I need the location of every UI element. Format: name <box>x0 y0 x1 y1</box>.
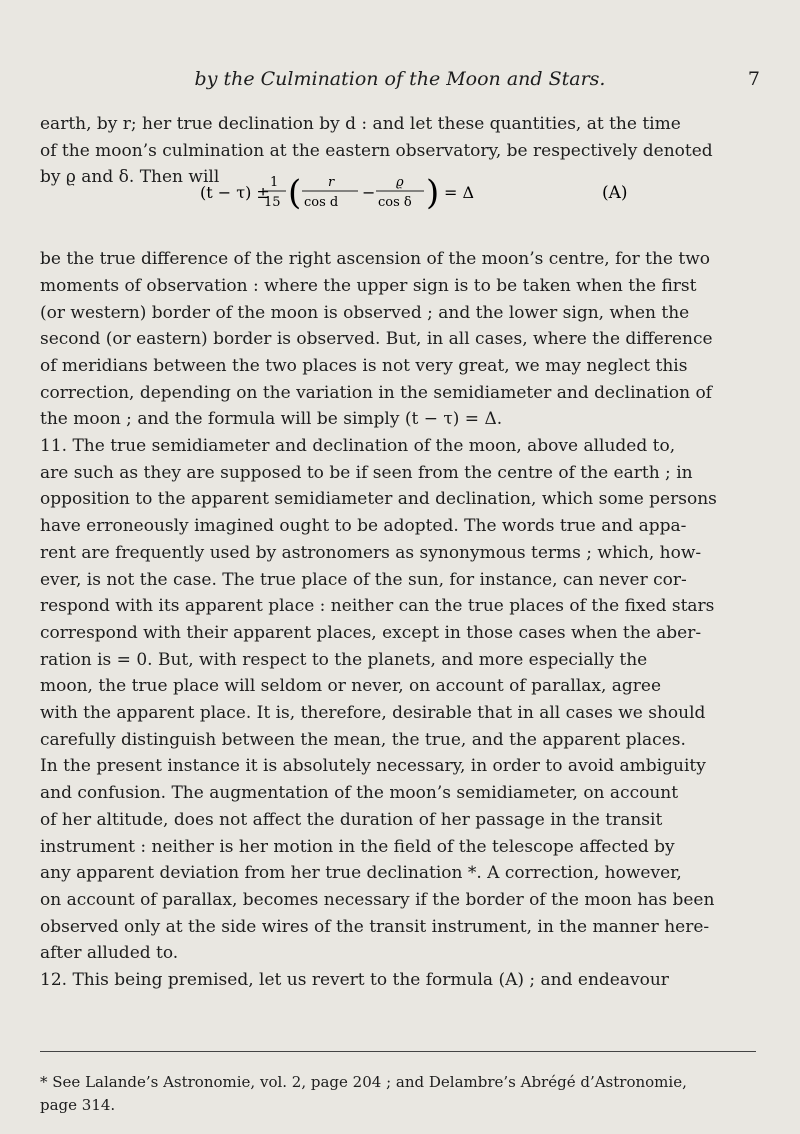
text-line: moon, the true place will seldom or never, on account of parallax, agree <box>40 676 662 697</box>
text-line: moments of observation : where the upper sign is to be taken when the first <box>40 275 697 296</box>
text-line: instrument : neither is her motion in the field of the telescope affected by <box>40 836 675 857</box>
text-line: correction, depending on the variation in the semidiameter and declination of <box>40 382 712 403</box>
text-line: after alluded to. <box>40 943 179 964</box>
text-line: carefully distinguish between the mean, the true, and the apparent places. <box>40 729 686 750</box>
text-line: be the true difference of the right ascension of the moon’s centre, for the two <box>40 249 711 270</box>
text-line: of the moon’s culmination at the eastern observatory, be respectively denoted <box>40 140 713 161</box>
footnote-line: page 314. <box>40 1096 116 1114</box>
text-line: rent are frequently used by astronomers as synonymous terms ; which, how- <box>40 542 702 563</box>
text-line: and confusion. The augmentation of the moon’s semidiameter, on account <box>40 783 679 804</box>
text-line: respond with its apparent place : neither can the true places of the fixed stars <box>40 596 715 617</box>
main-text <box>40 111 756 994</box>
formula-frac1-num: r <box>328 175 335 190</box>
formula-a <box>200 166 700 218</box>
text-line: any apparent deviation from her true declination *. A correction, however, <box>40 863 682 884</box>
text-line: In the present instance it is absolutely necessary, in order to avoid ambiguity <box>40 756 706 777</box>
formula-coef-den: 15 <box>264 195 281 210</box>
formula-frac2-den: cos δ <box>378 195 412 210</box>
footnote <box>40 1071 756 1117</box>
text-line: ever, is not the case. The true place of the sun, for instance, can never cor- <box>40 569 687 590</box>
text-line: observed only at the side wires of the transit instrument, in the manner here- <box>40 916 710 937</box>
text-line: 12. This being premised, let us revert to the formula (A) ; and endeavour <box>40 970 669 991</box>
footnote-line: * See Lalande’s Astronomie, vol. 2, page 204 ; and Delambre’s Abrégé d’Astronomie, <box>40 1073 687 1091</box>
text-line: ration is = 0. But, with respect to the planets, and more especially the <box>40 649 648 670</box>
text-line: are such as they are supposed to be if seen from the centre of the earth ; in <box>40 462 693 483</box>
formula-label: (A) <box>602 183 628 203</box>
text-line: of meridians between the two places is not very great, we may neglect this <box>40 355 688 376</box>
text-line: with the apparent place. It is, therefore, desirable that in all cases we should <box>40 703 706 724</box>
footnote-rule <box>40 1051 756 1052</box>
text-line: have erroneously imagined ought to be adopted. The words true and appa- <box>40 516 687 537</box>
page-number: 7 <box>747 68 760 90</box>
formula-frac2-num: ϱ <box>396 175 404 190</box>
text-line: opposition to the apparent semidiameter and declination, which some persons <box>40 489 717 510</box>
text-line: of her altitude, does not affect the duration of her passage in the transit <box>40 809 663 830</box>
text-line: correspond with their apparent places, except in those cases when the aber- <box>40 622 702 643</box>
formula-left-paren: ( <box>288 173 302 213</box>
text-line: second (or eastern) border is observed. But, in all cases, where the difference <box>40 329 713 350</box>
formula-right-paren: ) <box>426 173 440 213</box>
text-line: 11. The true semidiameter and declination of the moon, above alluded to, <box>40 436 676 457</box>
text-line: by ϱ and δ. Then will <box>40 167 220 188</box>
text-line: the moon ; and the formula will be simply (t − τ) = Δ. <box>40 409 503 430</box>
text-line: on account of parallax, becomes necessary if the border of the moon has been <box>40 889 715 910</box>
running-title: by the Culmination of the Moon and Stars. <box>194 68 606 90</box>
running-header <box>40 68 760 90</box>
formula-rhs: = Δ <box>444 183 475 202</box>
text-line: earth, by r; her true declination by d : and let these quantities, at the time <box>40 114 681 134</box>
text-line: (or western) border of the moon is observed ; and the lower sign, when the <box>40 302 690 323</box>
formula-coef-num: 1 <box>270 175 279 190</box>
formula-minus: − <box>362 183 376 202</box>
formula-lhs: (t − τ) ± <box>200 183 270 202</box>
formula-frac1-den: cos d <box>304 195 339 210</box>
